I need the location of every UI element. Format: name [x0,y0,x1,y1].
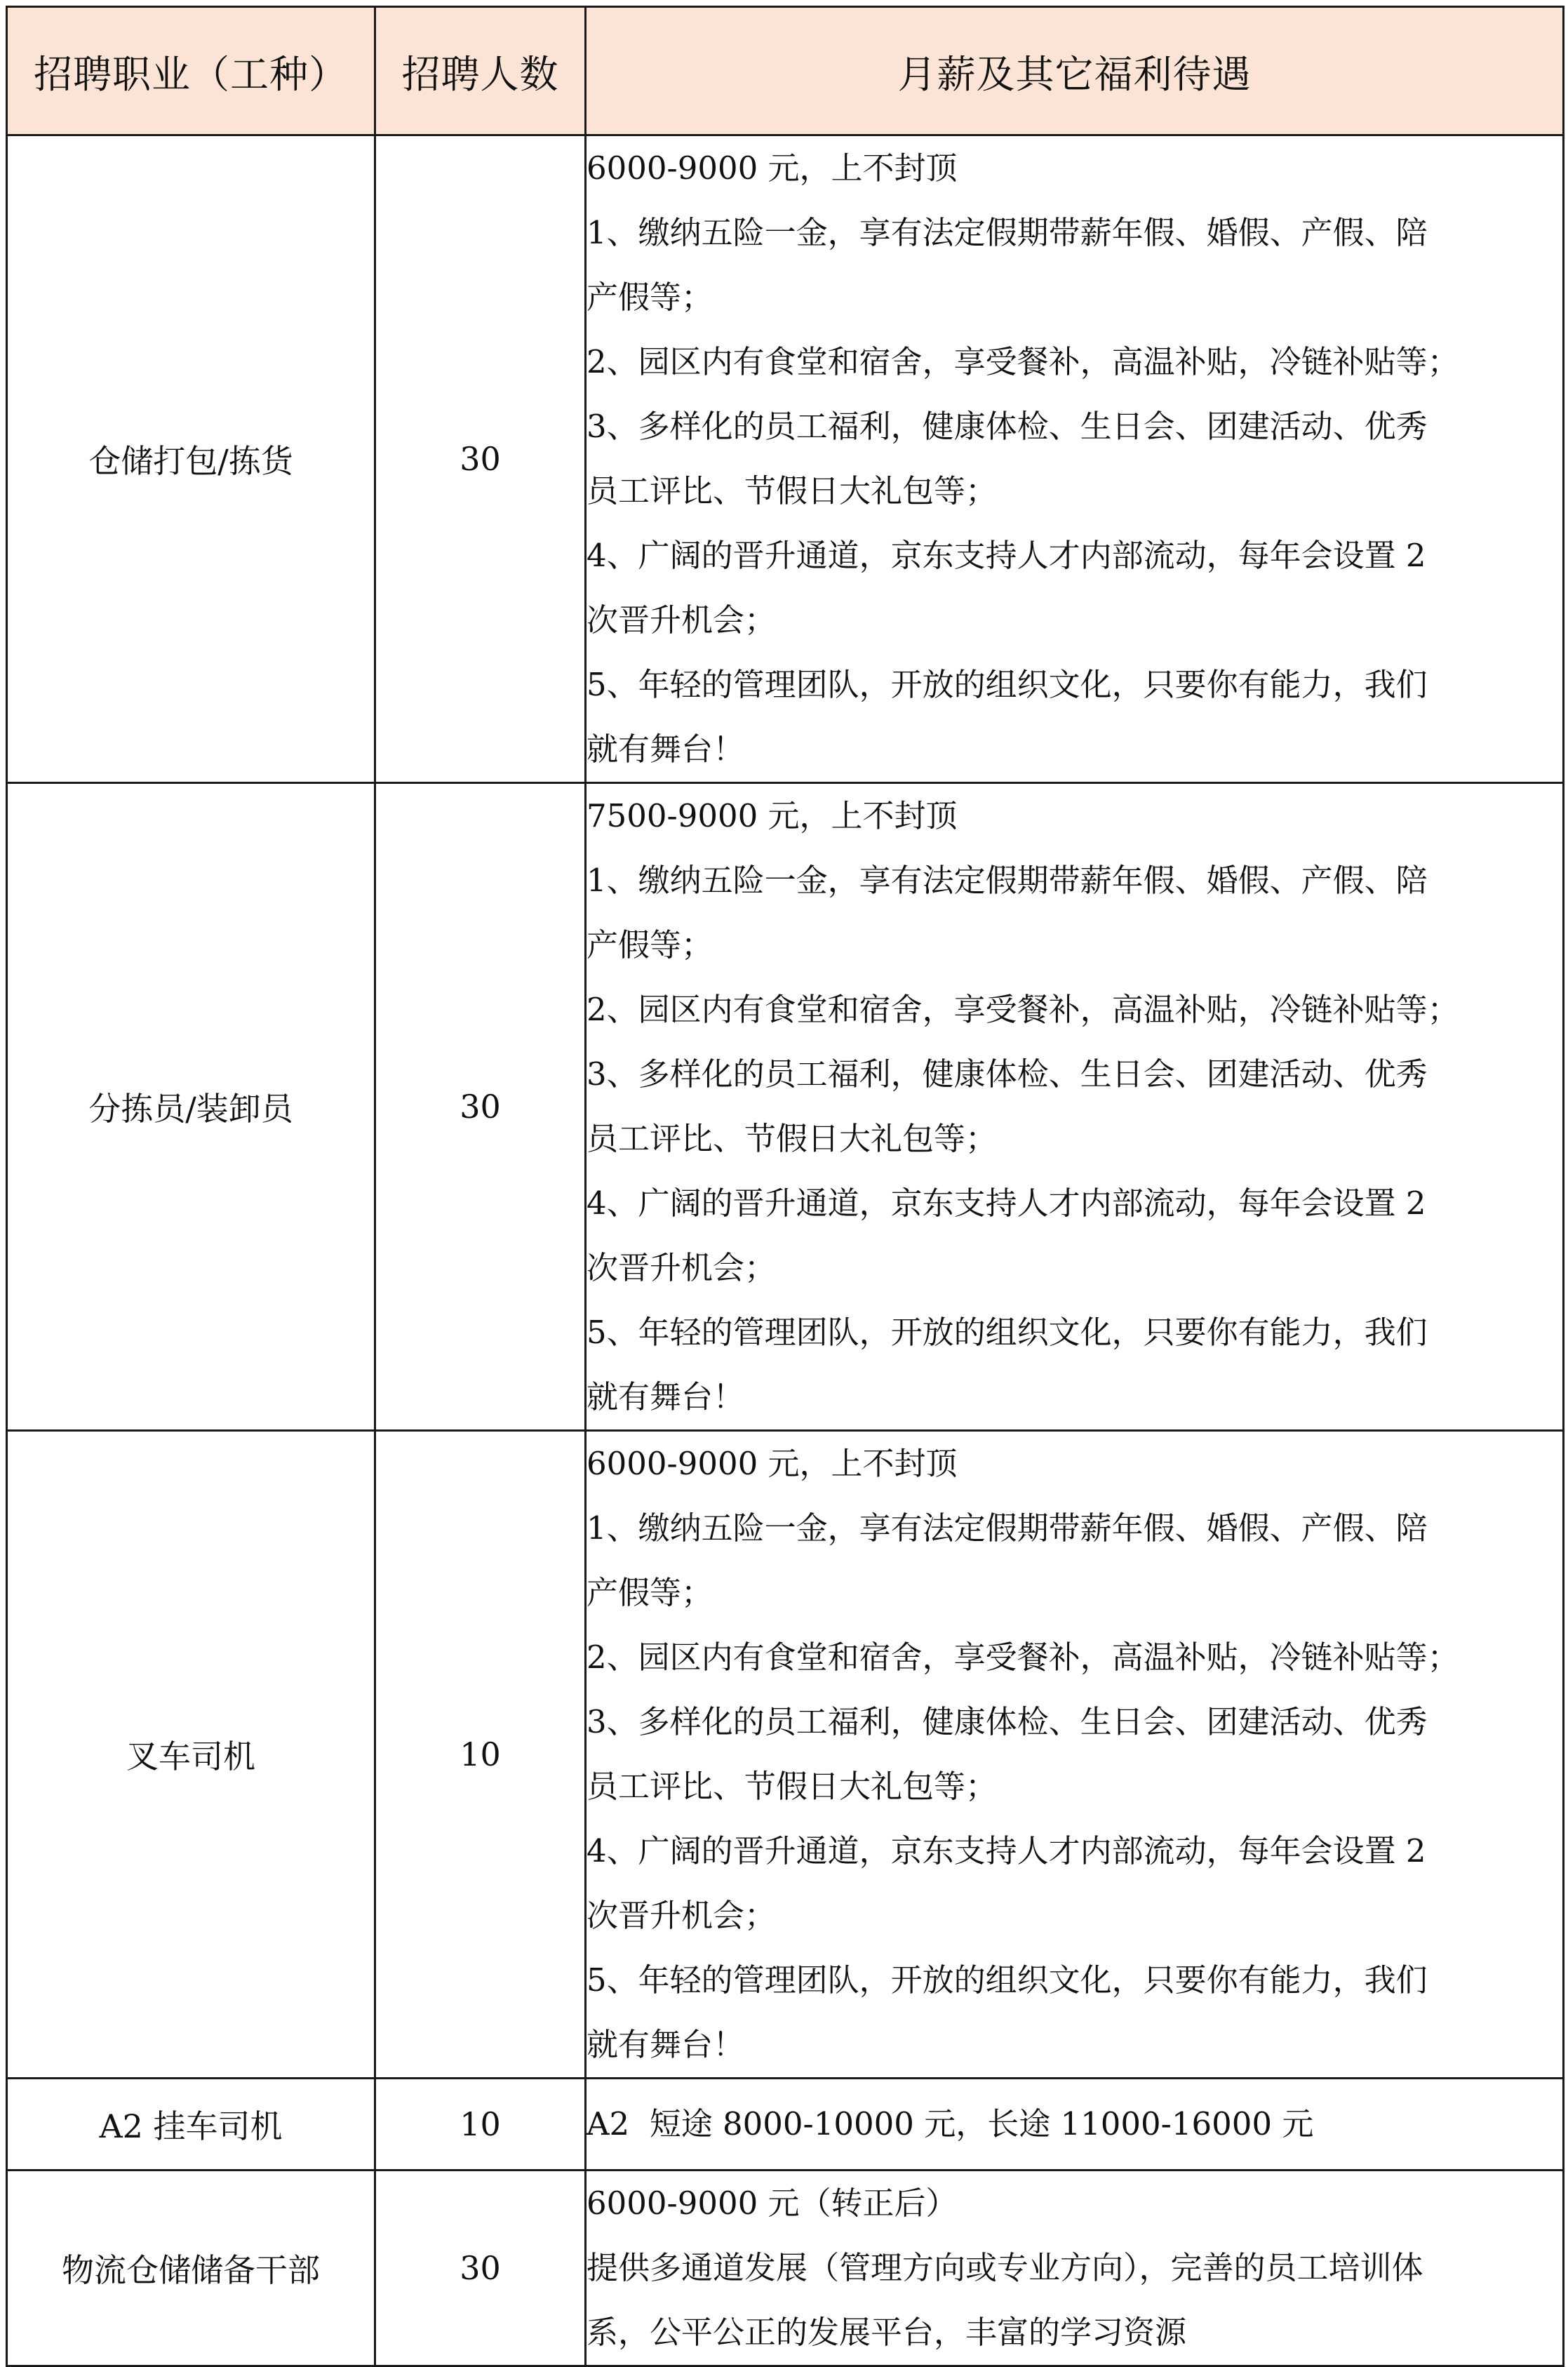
benefit-line: 1、缴纳五险一金，享有法定假期带薪年假、婚假、产假、陪 [587,1509,1428,1547]
benefit-line: 5、年轻的管理团队，开放的组织文化，只要你有能力，我们 [587,1314,1428,1351]
benefit-line: 就有舞台！ [587,2026,745,2063]
headcount-cell: 30 [375,783,586,1431]
header-job-title: 招聘职业（工种） [7,7,375,135]
job-title-cell: 叉车司机 [7,1431,375,2079]
benefit-line: 5、年轻的管理团队，开放的组织文化，只要你有能力，我们 [587,1961,1428,1999]
benefits-cell [586,1431,1564,2079]
benefit-line: 次晋升机会； [587,1897,777,1934]
benefit-line: 次晋升机会； [587,601,777,639]
table-row [7,135,1564,783]
headcount-cell: 30 [375,135,586,783]
benefit-line: 4、广阔的晋升通道，京东支持人才内部流动，每年会设置 2 [587,537,1426,574]
benefit-line: 2、园区内有食堂和宿舍，享受餐补，高温补贴，冷链补贴等； [587,343,1459,380]
benefit-line: 3、多样化的员工福利，健康体检、生日会、团建活动、优秀 [587,408,1428,445]
benefit-line: 7500-9000 元，上不封顶 [587,797,958,834]
benefit-line: 5、年轻的管理团队，开放的组织文化，只要你有能力，我们 [587,666,1428,703]
benefit-line: 1、缴纳五险一金，享有法定假期带薪年假、婚假、产假、陪 [587,862,1428,899]
benefit-line: 2、园区内有食堂和宿舍，享受餐补，高温补贴，冷链补贴等； [587,991,1459,1028]
benefit-line: 员工评比、节假日大礼包等； [587,1120,998,1157]
job-title-cell: 分拣员/装卸员 [7,783,375,1431]
header-row [7,7,1564,135]
benefit-line: 就有舞台！ [587,1378,745,1415]
benefit-line: 3、多样化的员工福利，健康体检、生日会、团建活动、优秀 [587,1055,1428,1093]
benefit-line: 产假等； [587,926,713,964]
recruitment-table [6,6,1564,2367]
benefits-cell [586,135,1564,783]
headcount-cell: 30 [375,2171,586,2366]
table-row [7,2171,1564,2366]
benefits-cell [586,2079,1564,2171]
benefit-line: A2 短途 8000-10000 元，长途 11000-16000 元 [587,2105,1314,2142]
benefit-line: 3、多样化的员工福利，健康体检、生日会、团建活动、优秀 [587,1703,1428,1740]
job-title-cell: 物流仓储储备干部 [7,2171,375,2366]
header-salary-benefits: 月薪及其它福利待遇 [586,7,1564,135]
benefits-cell [586,2171,1564,2366]
benefit-line: 6000-9000 元，上不封顶 [587,1445,958,1482]
benefits-cell [586,783,1564,1431]
header-headcount: 招聘人数 [375,7,586,135]
benefit-line: 提供多通道发展（管理方向或专业方向），完善的员工培训体 [587,2249,1423,2286]
headcount-cell: 10 [375,2079,586,2171]
benefit-line: 4、广阔的晋升通道，京东支持人才内部流动，每年会设置 2 [587,1185,1426,1222]
benefit-line: 1、缴纳五险一金，享有法定假期带薪年假、婚假、产假、陪 [587,214,1428,251]
benefit-line: 产假等； [587,279,713,316]
benefit-line: 产假等； [587,1574,713,1611]
headcount-cell: 10 [375,1431,586,2079]
benefit-line: 就有舞台！ [587,731,745,768]
benefit-line: 员工评比、节假日大礼包等； [587,472,998,509]
table-row [7,783,1564,1431]
table-row [7,1431,1564,2079]
benefit-line: 次晋升机会； [587,1249,777,1286]
benefit-line: 员工评比、节假日大礼包等； [587,1768,998,1805]
benefit-line: 4、广阔的晋升通道，京东支持人才内部流动，每年会设置 2 [587,1832,1426,1869]
job-title-cell: A2 挂车司机 [7,2079,375,2171]
benefit-line: 系，公平公正的发展平台，丰富的学习资源 [587,2314,1187,2351]
job-title-cell: 仓储打包/拣货 [7,135,375,783]
benefit-line: 6000-9000 元（转正后） [587,2185,958,2222]
benefit-line: 2、园区内有食堂和宿舍，享受餐补，高温补贴，冷链补贴等； [587,1639,1459,1676]
table-row [7,2079,1564,2171]
benefit-line: 6000-9000 元，上不封顶 [587,149,958,187]
